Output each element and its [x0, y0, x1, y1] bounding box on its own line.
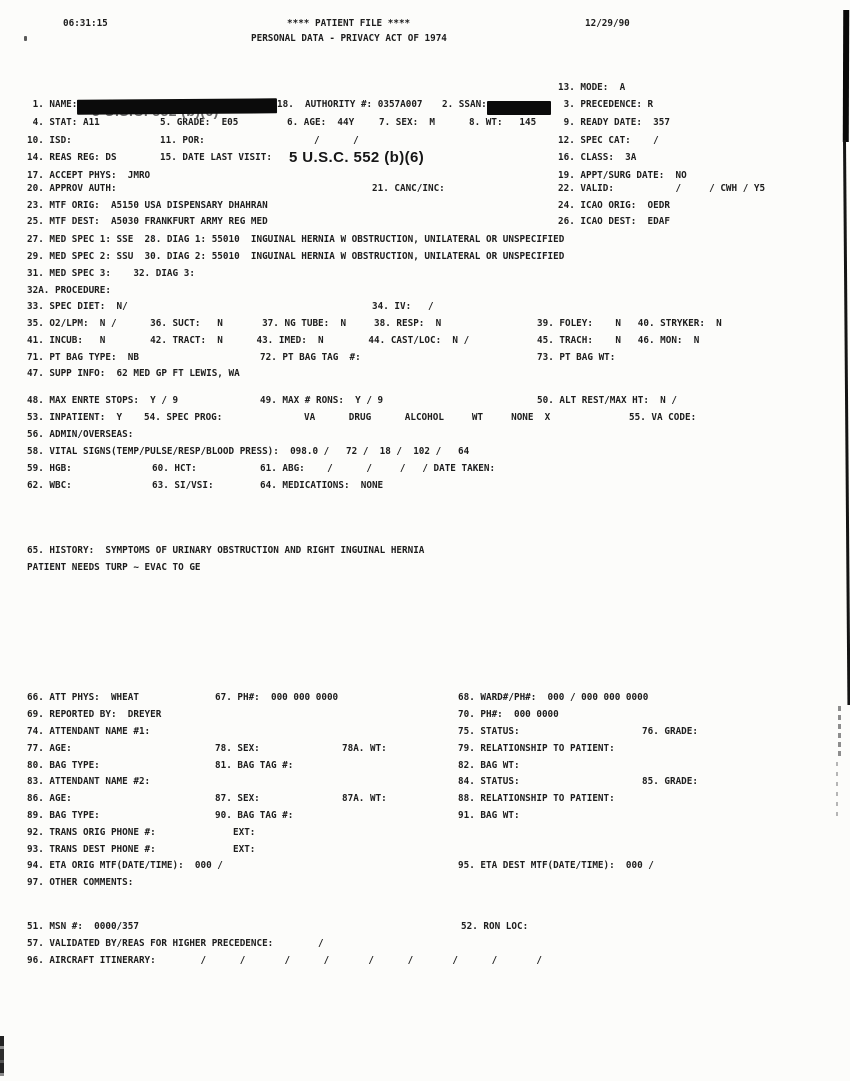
form-text-line: EXT:	[233, 844, 256, 855]
form-text-line: 12. SPEC CAT: /	[558, 135, 659, 146]
form-text-line: 59. HGB:	[27, 463, 72, 474]
scan-edge-artifact-top	[843, 10, 849, 142]
form-text-line: 50. ALT REST/MAX HT: N /	[537, 395, 677, 406]
form-text-line: 19. APPT/SURG DATE: NO	[558, 170, 687, 181]
form-text-line: 73. PT BAG WT:	[537, 352, 616, 363]
form-text-line: 21. CANC/INC:	[372, 183, 445, 194]
form-text-line: 17. ACCEPT PHYS: JMRO	[27, 170, 151, 181]
form-text-line: 60. HCT:	[152, 463, 197, 474]
form-text-line: 47. SUPP INFO: 62 MED GP FT LEWIS, WA	[27, 368, 240, 379]
form-text-line: 26. ICAO DEST: EDAF	[558, 216, 670, 227]
form-text-line: 56. ADMIN/OVERSEAS:	[27, 429, 134, 440]
form-text-line: 71. PT BAG TYPE: NB	[27, 352, 139, 363]
form-text-line: 16. CLASS: 3A	[558, 152, 637, 163]
form-text-line: 92. TRANS ORIG PHONE #:	[27, 827, 156, 838]
form-text-line: 78A. WT:	[342, 743, 387, 754]
scan-corner-artifact	[0, 1036, 4, 1076]
form-text-line: 68. WARD#/PH#: 000 / 000 000 0000	[458, 692, 649, 703]
form-text-line: 88. RELATIONSHIP TO PATIENT:	[458, 793, 615, 804]
form-text-line: 78. SEX:	[215, 743, 260, 754]
page-subtitle: PERSONAL DATA - PRIVACY ACT OF 1974	[251, 33, 447, 44]
form-text-line: EXT:	[233, 827, 256, 838]
form-text-line: 6. AGE: 44Y	[287, 117, 355, 128]
form-text-line: 4. STAT: A11	[27, 117, 100, 128]
foia-exemption-stamp: 5 U.S.C. 552 (b)(6)	[289, 149, 425, 166]
form-text-line: 74. ATTENDANT NAME #1:	[27, 726, 151, 737]
form-text-line: 84. STATUS:	[458, 776, 520, 787]
scan-edge-artifact-fade	[838, 706, 841, 760]
scan-edge-artifact-middle	[843, 140, 850, 705]
form-text-line: 31. MED SPEC 3: 32. DIAG 3:	[27, 268, 195, 279]
form-text-line: 76. GRADE:	[642, 726, 698, 737]
form-text-line: 82. BAG WT:	[458, 760, 520, 771]
form-text-line: 66. ATT PHYS: WHEAT	[27, 692, 139, 703]
form-text-line: 87. SEX:	[215, 793, 260, 804]
form-text-line: 25. MTF DEST: A5030 FRANKFURT ARMY REG MED	[27, 216, 268, 227]
form-text-line: 90. BAG TAG #:	[215, 810, 294, 821]
form-text-line: / /	[314, 135, 359, 146]
form-text-line: 87A. WT:	[342, 793, 387, 804]
form-text-line: 14. REAS REG: DS	[27, 152, 117, 163]
form-text-line: 20. APPROV AUTH:	[27, 183, 117, 194]
form-text-line: 5. GRADE: E05	[160, 117, 239, 128]
form-text-line: 61. ABG: / / / / DATE TAKEN:	[260, 463, 496, 474]
form-text-line: 24. ICAO ORIG: OEDR	[558, 200, 670, 211]
form-text-line: 33. SPEC DIET: N/	[27, 301, 128, 312]
form-text-line: 15. DATE LAST VISIT:	[160, 152, 272, 163]
form-text-line: 83. ATTENDANT NAME #2:	[27, 776, 151, 787]
form-text-line: 64. MEDICATIONS: NONE	[260, 480, 384, 491]
form-text-line: 85. GRADE:	[642, 776, 698, 787]
form-text-line: 54. SPEC PROG:	[144, 412, 223, 423]
form-text-line: 53. INPATIENT: Y	[27, 412, 123, 423]
form-text-line: 91. BAG WT:	[458, 810, 520, 821]
form-text-line: 86. AGE:	[27, 793, 72, 804]
form-text-line: 49. MAX # RONS: Y / 9	[260, 395, 384, 406]
form-text-line: 94. ETA ORIG MTF(DATE/TIME): 000 /	[27, 860, 223, 871]
form-text-line: 18. AUTHORITY #: 0357A007	[277, 99, 423, 110]
form-text-line: 89. BAG TYPE:	[27, 810, 100, 821]
form-text-line: 9. READY DATE: 357	[558, 117, 670, 128]
form-text-line: 62. WBC:	[27, 480, 72, 491]
form-text-line: 65. HISTORY: SYMPTOMS OF URINARY OBSTRUCTION AND RIGHT INGUINAL HERNIA	[27, 545, 425, 556]
form-text-line: 1. NAME:	[27, 99, 78, 110]
form-text-line: 11. POR:	[160, 135, 205, 146]
form-text-line: 32A. PROCEDURE:	[27, 285, 111, 296]
form-text-line: 79. RELATIONSHIP TO PATIENT:	[458, 743, 615, 754]
page-title: **** PATIENT FILE ****	[287, 18, 411, 29]
redaction-bar-name	[77, 98, 277, 114]
form-text-line: 75. STATUS:	[458, 726, 520, 737]
form-text-line: 23. MTF ORIG: A5150 USA DISPENSARY DHAHRAN	[27, 200, 268, 211]
form-text-line: 96. AIRCRAFT ITINERARY: / / / / / / / / /	[27, 955, 542, 966]
header-date: 12/29/90	[585, 18, 630, 29]
form-text-line: 80. BAG TYPE:	[27, 760, 100, 771]
redaction-bar-ssan	[487, 101, 551, 115]
form-text-line: 8. WT: 145	[469, 117, 537, 128]
form-text-line: 72. PT BAG TAG #:	[260, 352, 361, 363]
form-text-line: 52. RON LOC:	[461, 921, 529, 932]
form-text-line: 3. PRECEDENCE: R	[558, 99, 654, 110]
form-text-line: 41. INCUB: N 42. TRACT: N 43. IMED: N 44. CAST/LOC: N /	[27, 335, 470, 346]
form-text-line: 45. TRACH: N 46. MON: N	[537, 335, 700, 346]
form-text-line: 69. REPORTED BY: DREYER	[27, 709, 162, 720]
form-text-line: 81. BAG TAG #:	[215, 760, 294, 771]
scan-speck-artifact	[24, 36, 27, 41]
form-text-line: 51. MSN #: 0000/357	[27, 921, 139, 932]
form-text-line: 48. MAX ENRTE STOPS: Y / 9	[27, 395, 179, 406]
form-text-line: PATIENT NEEDS TURP ~ EVAC TO GE	[27, 562, 201, 573]
form-text-line: 95. ETA DEST MTF(DATE/TIME): 000 /	[458, 860, 654, 871]
header-time: 06:31:15	[63, 18, 108, 29]
form-text-line: 97. OTHER COMMENTS:	[27, 877, 134, 888]
form-text-line: 77. AGE:	[27, 743, 72, 754]
scan-edge-artifact-fade-lower	[836, 762, 838, 820]
form-text-line: 55. VA CODE:	[629, 412, 697, 423]
form-text-line: 67. PH#: 000 000 0000	[215, 692, 339, 703]
form-text-line: 63. SI/VSI:	[152, 480, 214, 491]
form-text-line: 39. FOLEY: N 40. STRYKER: N	[537, 318, 722, 329]
form-text-line: 93. TRANS DEST PHONE #:	[27, 844, 156, 855]
form-text-line: VA DRUG ALCOHOL WT NONE X	[304, 412, 551, 423]
form-text-line: 58. VITAL SIGNS(TEMP/PULSE/RESP/BLOOD PRESS): 098.0 / 72 / 18 / 102 / 64	[27, 446, 470, 457]
form-text-line: 10. ISD:	[27, 135, 72, 146]
form-text-line: 34. IV: /	[372, 301, 434, 312]
form-text-line: 57. VALIDATED BY/REAS FOR HIGHER PRECEDENCE: /	[27, 938, 324, 949]
form-text-line: 13. MODE: A	[558, 82, 626, 93]
form-text-line: 35. O2/LPM: N / 36. SUCT: N 37. NG TUBE: N 38. RESP: N	[27, 318, 442, 329]
form-text-line: 29. MED SPEC 2: SSU 30. DIAG 2: 55010 INGUINAL HERNIA W OBSTRUCTION, UNILATERAL OR UNSPECIFIED	[27, 251, 565, 262]
form-text-line: 7. SEX: M	[379, 117, 435, 128]
form-text-line: 22. VALID: / / CWH / Y5	[558, 183, 766, 194]
form-text-line: 70. PH#: 000 0000	[458, 709, 559, 720]
form-text-line: 27. MED SPEC 1: SSE 28. DIAG 1: 55010 INGUINAL HERNIA W OBSTRUCTION, UNILATERAL OR UNSPECIFIED	[27, 234, 565, 245]
form-text-line: 2. SSAN:	[442, 99, 487, 110]
